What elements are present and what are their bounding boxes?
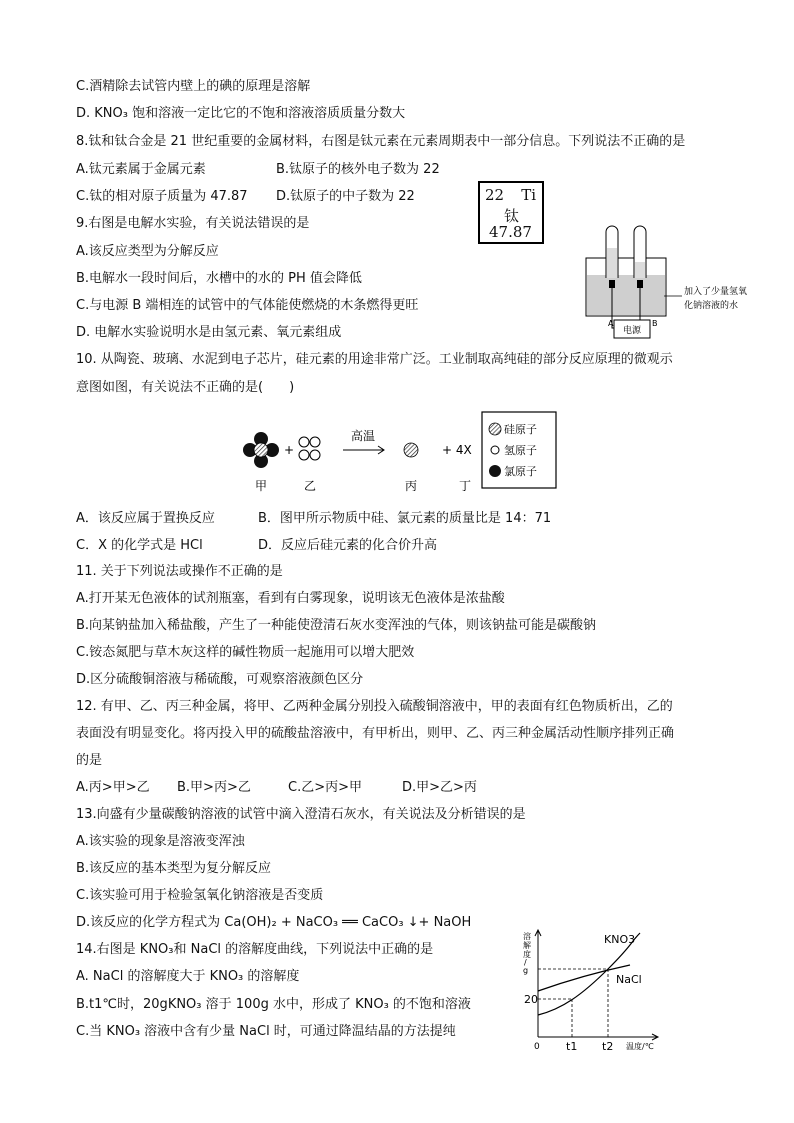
q13-stem: 13.向盛有少量碳酸钠溶液的试管中滴入澄清石灰水，有关说法及分析错误的是 bbox=[76, 807, 526, 822]
q14-option-a: A. NaCl 的溶解度大于 KNO₃ 的溶解度 bbox=[76, 969, 300, 984]
legend-chlorine: 氯原子 bbox=[504, 465, 537, 478]
q9-option-a: A.该反应类型为分解反应 bbox=[76, 244, 219, 259]
label-bing: 丙 bbox=[404, 479, 418, 493]
label-ding: 丁 bbox=[458, 479, 472, 493]
legend-chlorine-swatch bbox=[489, 465, 501, 477]
y-label-2: 解 bbox=[523, 941, 531, 950]
electrolysis-diagram bbox=[578, 220, 778, 345]
q10-option-c: C．X 的化学式是 HCl bbox=[76, 538, 203, 553]
terminal-a: A bbox=[608, 319, 614, 328]
legend-hydrogen-swatch bbox=[491, 446, 499, 454]
q8-stem: 8.钛和钛合金是 21 世纪重要的金属材料，右图是钛元素在元素周期表中一部分信息。下列说法不正确的是 bbox=[76, 134, 686, 149]
q10-stem: 10. 从陶瓷、玻璃、水泥到电子芯片，硅元素的用途非常广泛。工业制取高纯硅的部分反应原理的微观示 bbox=[76, 352, 673, 367]
q11-option-d: D.区分硫酸铜溶液与稀硫酸，可观察溶液颜色区分 bbox=[76, 672, 364, 687]
molecule-bing bbox=[404, 443, 418, 457]
q13-option-a: A.该实验的现象是溶液变浑浊 bbox=[76, 834, 245, 849]
atomic-number: 22 bbox=[485, 186, 505, 204]
origin-label: 0 bbox=[534, 1042, 540, 1052]
solubility-chart bbox=[512, 925, 672, 1055]
q8-option-d: D.钛原子的中子数为 22 bbox=[276, 189, 415, 204]
element-symbol: Ti bbox=[521, 186, 536, 204]
y-label-3: 度 bbox=[523, 950, 531, 959]
reaction-diagram bbox=[236, 410, 566, 494]
y-tick-20: 20 bbox=[524, 993, 538, 1006]
q12-option-c: C.乙>丙>甲 bbox=[288, 780, 362, 795]
q14-option-b: B.t1℃时，20gKNO₃ 溶于 100g 水中，形成了 KNO₃ 的不饱和溶液 bbox=[76, 997, 471, 1012]
kno3-label: KNO3 bbox=[604, 933, 636, 946]
q13-option-b: B.该反应的基本类型为复分解反应 bbox=[76, 861, 272, 876]
tube-left-liquid bbox=[607, 248, 617, 278]
label-yi: 乙 bbox=[303, 479, 317, 493]
t2-label: t2 bbox=[602, 1040, 614, 1053]
q11-stem: 11. 关于下列说法或操作不正确的是 bbox=[76, 564, 283, 579]
tube-right-liquid bbox=[635, 262, 645, 278]
y-label-4: / bbox=[524, 958, 527, 967]
legend-silicon-swatch bbox=[489, 423, 501, 435]
electrode-right bbox=[637, 280, 643, 288]
q10-option-a: A．该反应属于置换反应 bbox=[76, 511, 215, 526]
note-line-1: 加入了少量氢氧 bbox=[684, 287, 748, 297]
q14-option-c: C.当 KNO₃ 溶液中含有少量 NaCl 时，可通过降温结晶的方法提纯 bbox=[76, 1024, 456, 1039]
legend-silicon: 硅原子 bbox=[504, 423, 537, 436]
molecule-yi bbox=[299, 437, 320, 460]
plus-sign-1: + bbox=[284, 443, 295, 457]
q10-option-b: B．图甲所示物质中硅、氯元素的质量比是 14：71 bbox=[258, 511, 552, 526]
x-axis-label: 温度/℃ bbox=[626, 1042, 654, 1051]
q8-option-a: A.钛元素属于金属元素 bbox=[76, 162, 206, 177]
q11-option-a: A.打开某无色液体的试剂瓶塞，看到有白雾现象，说明该无色液体是浓盐酸 bbox=[76, 591, 505, 606]
electrode-left bbox=[609, 280, 615, 288]
q8-option-c: C.钛的相对原子质量为 47.87 bbox=[76, 189, 248, 204]
q10-stem-cont: 意图如图，有关说法不正确的是( ) bbox=[76, 380, 295, 395]
q9-option-d: D. 电解水实验说明水是由氢元素、氧元素组成 bbox=[76, 325, 342, 340]
q9-stem: 9.右图是电解水实验，有关说法错误的是 bbox=[76, 216, 310, 231]
y-label-unit: g bbox=[523, 966, 529, 975]
q12-option-b: B.甲>丙>乙 bbox=[177, 780, 251, 795]
atomic-mass: 47.87 bbox=[489, 223, 532, 241]
y-label-1: 溶 bbox=[523, 932, 531, 941]
molecule-jia bbox=[243, 432, 279, 468]
q12-stem: 12. 有甲、乙、丙三种金属，将甲、乙两种金属分别投入硫酸铜溶液中，甲的表面有红色物质析出，乙的 bbox=[76, 699, 673, 714]
q7-option-c: C.酒精除去试管内壁上的碘的原理是溶解 bbox=[76, 79, 311, 94]
q10-option-d: D．反应后硅元素的化合价升高 bbox=[258, 538, 438, 553]
nacl-label: NaCl bbox=[616, 973, 642, 986]
note-line-2: 化钠溶液的水 bbox=[684, 301, 739, 311]
titanium-periodic-cell bbox=[478, 181, 544, 244]
power-label: 电源 bbox=[622, 326, 642, 336]
terminal-b: B bbox=[652, 319, 658, 328]
t1-label: t1 bbox=[566, 1040, 578, 1053]
reaction-condition: 高温 bbox=[350, 429, 376, 443]
plus-4x: + 4X bbox=[442, 443, 472, 457]
legend-hydrogen: 氢原子 bbox=[504, 444, 537, 457]
q9-option-c: C.与电源 B 端相连的试管中的气体能使燃烧的木条燃得更旺 bbox=[76, 298, 419, 313]
q13-option-c: C.该实验可用于检验氢氧化钠溶液是否变质 bbox=[76, 888, 324, 903]
q12-option-a: A.丙>甲>乙 bbox=[76, 780, 150, 795]
q9-option-b: B.电解水一段时间后，水槽中的水的 PH 值会降低 bbox=[76, 271, 362, 286]
q12-stem-end: 的是 bbox=[76, 753, 103, 768]
water-fill bbox=[587, 275, 665, 315]
q11-option-c: C.铵态氮肥与草木灰这样的碱性物质一起施用可以增大肥效 bbox=[76, 645, 415, 660]
q8-option-b: B.钛原子的核外电子数为 22 bbox=[276, 162, 440, 177]
q14-stem: 14.右图是 KNO₃和 NaCl 的溶解度曲线，下列说法中正确的是 bbox=[76, 942, 434, 957]
q12-option-d: D.甲>乙>丙 bbox=[402, 780, 477, 795]
q12-stem-cont: 表面没有明显变化。将丙投入甲的硫酸盐溶液中，有甲析出，则甲、乙、丙三种金属活动性顺序排列正确 bbox=[76, 726, 675, 741]
element-name: 钛 bbox=[504, 207, 520, 225]
label-jia: 甲 bbox=[254, 479, 268, 493]
q13-option-d: D.该反应的化学方程式为 Ca(OH)₂ + NaCO₃ ══ CaCO₃ ↓+ NaOH bbox=[76, 915, 472, 930]
q11-option-b: B.向某钠盐加入稀盐酸，产生了一种能使澄清石灰水变浑浊的气体，则该钠盐可能是碳酸钠 bbox=[76, 618, 597, 633]
q7-option-d: D. KNO₃ 饱和溶液一定比它的不饱和溶液溶质质量分数大 bbox=[76, 106, 406, 121]
